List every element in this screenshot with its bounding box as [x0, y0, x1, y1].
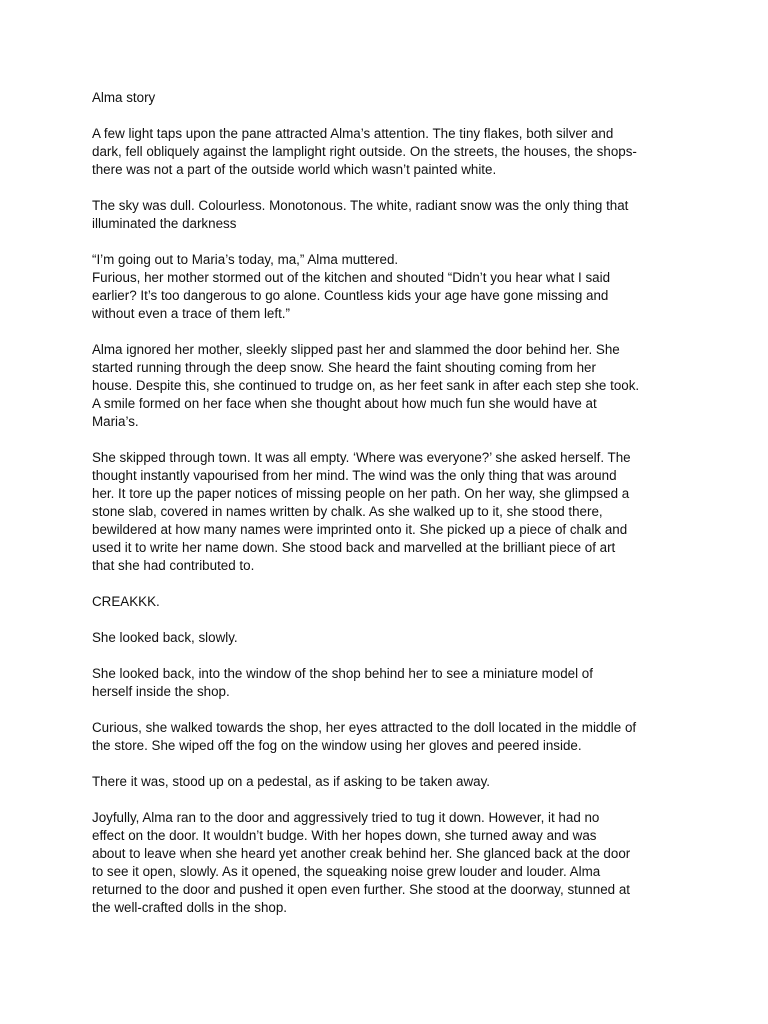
paragraph-line: illuminated the darkness	[92, 216, 237, 231]
paragraph-line: stone slab, covered in names written by chalk. As she walked up to it, she stood there,	[92, 504, 603, 519]
paragraph-line: dark, fell obliquely against the lamplight right outside. On the streets, the houses, the shops-	[92, 144, 637, 159]
paragraph-line: that she had contributed to.	[92, 558, 255, 573]
paragraph-line: earlier? It’s too dangerous to go alone. Countless kids your age have gone missing and	[92, 288, 609, 303]
paragraph	[92, 629, 692, 647]
paragraph	[92, 125, 692, 179]
paragraph	[92, 341, 692, 431]
paragraph-line: effect on the door. It wouldn’t budge. With her hopes down, she turned away and was	[92, 828, 597, 843]
paragraph-line: there was not a part of the outside world which wasn’t painted white.	[92, 162, 497, 177]
paragraph-line: bewildered at how many names were imprinted onto it. She picked up a piece of chalk and	[92, 522, 628, 537]
paragraph-line: Maria’s.	[92, 414, 139, 429]
paragraph	[92, 197, 692, 233]
paragraph-line: A smile formed on her face when she thought about how much fun she would have at	[92, 396, 597, 411]
paragraph-line: her. It tore up the paper notices of missing people on her path. On her way, she glimpsed a	[92, 486, 630, 501]
paragraph-line: returned to the door and pushed it open even further. She stood at the doorway, stunned at	[92, 882, 630, 897]
paragraph-line: The sky was dull. Colourless. Monotonous. The white, radiant snow was the only thing that	[92, 198, 629, 213]
paragraph-line: “I’m going out to Maria’s today, ma,” Alma muttered.	[92, 252, 399, 267]
paragraph-line: the store. She wiped off the fog on the window using her gloves and peered inside.	[92, 738, 582, 753]
paragraph-line: She looked back, slowly.	[92, 630, 238, 645]
paragraph-line: Alma ignored her mother, sleekly slipped past her and slammed the door behind her. She	[92, 342, 620, 357]
document-title: Alma story	[92, 90, 156, 105]
paragraph-line: There it was, stood up on a pedestal, as if asking to be taken away.	[92, 774, 490, 789]
paragraph-line: She looked back, into the window of the shop behind her to see a miniature model of	[92, 666, 593, 681]
paragraph-line: A few light taps upon the pane attracted Alma’s attention. The tiny flakes, both silver and	[92, 126, 614, 141]
paragraph-line: used it to write her name down. She stood back and marvelled at the brilliant piece of art	[92, 540, 616, 555]
paragraph-line: Curious, she walked towards the shop, her eyes attracted to the doll located in the middle of	[92, 720, 637, 735]
paragraph	[92, 719, 692, 755]
paragraph-line: about to leave when she heard yet another creak behind her. She glanced back at the door	[92, 846, 631, 861]
paragraph-line: to see it open, slowly. As it opened, the squeaking noise grew louder and louder. Alma	[92, 864, 601, 879]
paragraph	[92, 773, 692, 791]
paragraph-line: herself inside the shop.	[92, 684, 230, 699]
paragraph	[92, 593, 692, 611]
paragraph-line: house. Despite this, she continued to trudge on, as her feet sank in after each step she took.	[92, 378, 640, 393]
document-body	[92, 125, 692, 917]
paragraph-line: without even a trace of them left.”	[92, 306, 290, 321]
paragraph	[92, 251, 692, 323]
paragraph-line: CREAKKK.	[92, 594, 160, 609]
paragraph-line: the well-crafted dolls in the shop.	[92, 900, 288, 915]
paragraph	[92, 449, 692, 575]
paragraph-line: Furious, her mother stormed out of the kitchen and shouted “Didn’t you hear what I said	[92, 270, 611, 285]
paragraph-line: thought instantly vapourised from her mind. The wind was the only thing that was around	[92, 468, 617, 483]
paragraph	[92, 665, 692, 701]
document-page	[92, 89, 692, 935]
paragraph-line: Joyfully, Alma ran to the door and aggressively tried to tug it down. However, it had no	[92, 810, 600, 825]
paragraph-line: She skipped through town. It was all empty. ‘Where was everyone?’ she asked herself. The	[92, 450, 631, 465]
paragraph-line: started running through the deep snow. She heard the faint shouting coming from her	[92, 360, 596, 375]
paragraph	[92, 809, 692, 917]
